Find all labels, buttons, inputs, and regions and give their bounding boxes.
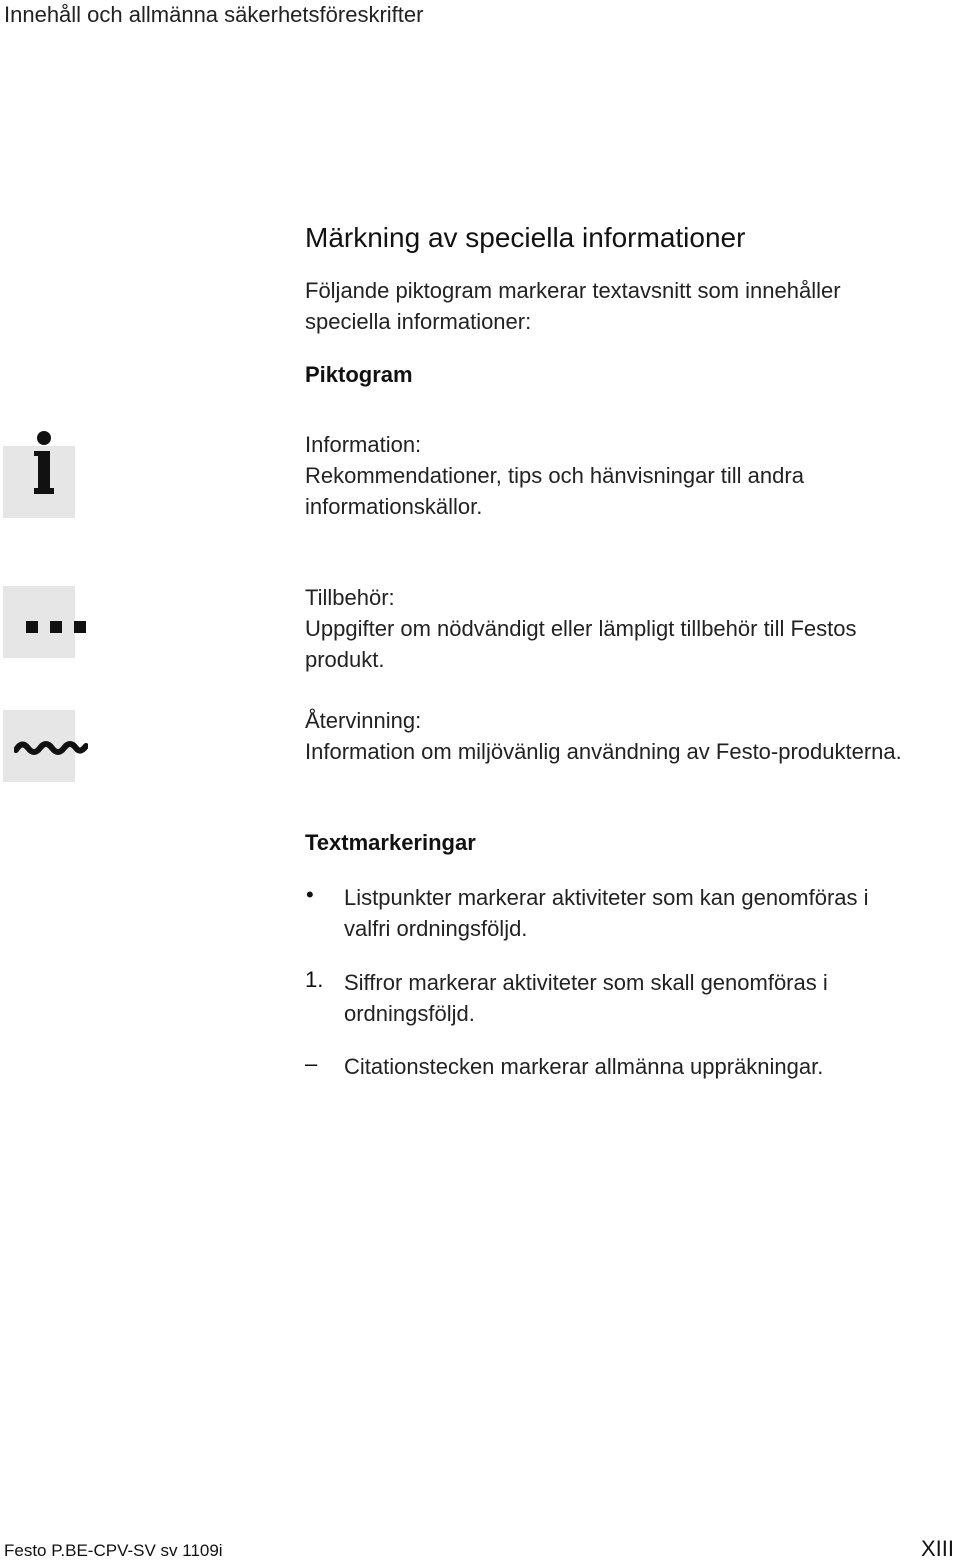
list-item-line: valfri ordningsföljd. <box>344 916 528 941</box>
list-item <box>344 967 944 1029</box>
accessories-line: produkt. <box>305 647 385 672</box>
recycling-label: Återvinning: <box>305 708 422 733</box>
recycling-line: Information om miljövänlig användning av Festo-produkterna. <box>305 739 902 764</box>
accessories-line: Uppgifter om nödvändigt eller lämpligt tillbehör till Festos <box>305 616 857 641</box>
section-title: Märkning av speciella informationer <box>305 222 746 253</box>
info-icon-glyph <box>30 430 58 498</box>
list-item-line: Siffror markerar aktiviteter som skall genomföras i <box>344 970 828 995</box>
list-item-line: Citationstecken markerar allmänna uppräkningar. <box>344 1054 824 1079</box>
info-line: Rekommendationer, tips och hänvisningar till andra <box>305 463 804 488</box>
list-item <box>344 1051 944 1082</box>
info-label: Information: <box>305 432 422 457</box>
accessories-icon <box>26 619 88 635</box>
accessories-block <box>305 582 945 675</box>
running-header: Innehåll och allmänna säkerhetsföreskrifter <box>4 2 424 27</box>
text-markings-heading: Textmarkeringar <box>305 830 476 855</box>
recycling-icon <box>14 736 88 760</box>
intro-paragraph <box>305 275 945 337</box>
dash-marker: – <box>305 1051 318 1076</box>
list-item <box>344 882 944 944</box>
accessories-label: Tillbehör: <box>305 585 395 610</box>
list-item-line: Listpunkter markerar aktiviteter som kan genomföras i <box>344 885 869 910</box>
list-item-line: ordningsföljd. <box>344 1001 475 1026</box>
intro-line: speciella informationer: <box>305 309 532 334</box>
intro-line: Följande piktogram markerar textavsnitt som innehåller <box>305 278 841 303</box>
info-block <box>305 429 945 522</box>
bullet-marker: • <box>306 882 314 907</box>
footer-doc-id: Festo P.BE-CPV-SV sv 1109i <box>4 1541 223 1560</box>
page-number: XIII <box>920 1536 954 1561</box>
pictograms-heading: Piktogram <box>305 362 413 387</box>
info-line: informationskällor. <box>305 494 483 519</box>
recycling-block <box>305 705 945 767</box>
number-marker: 1. <box>305 967 324 992</box>
